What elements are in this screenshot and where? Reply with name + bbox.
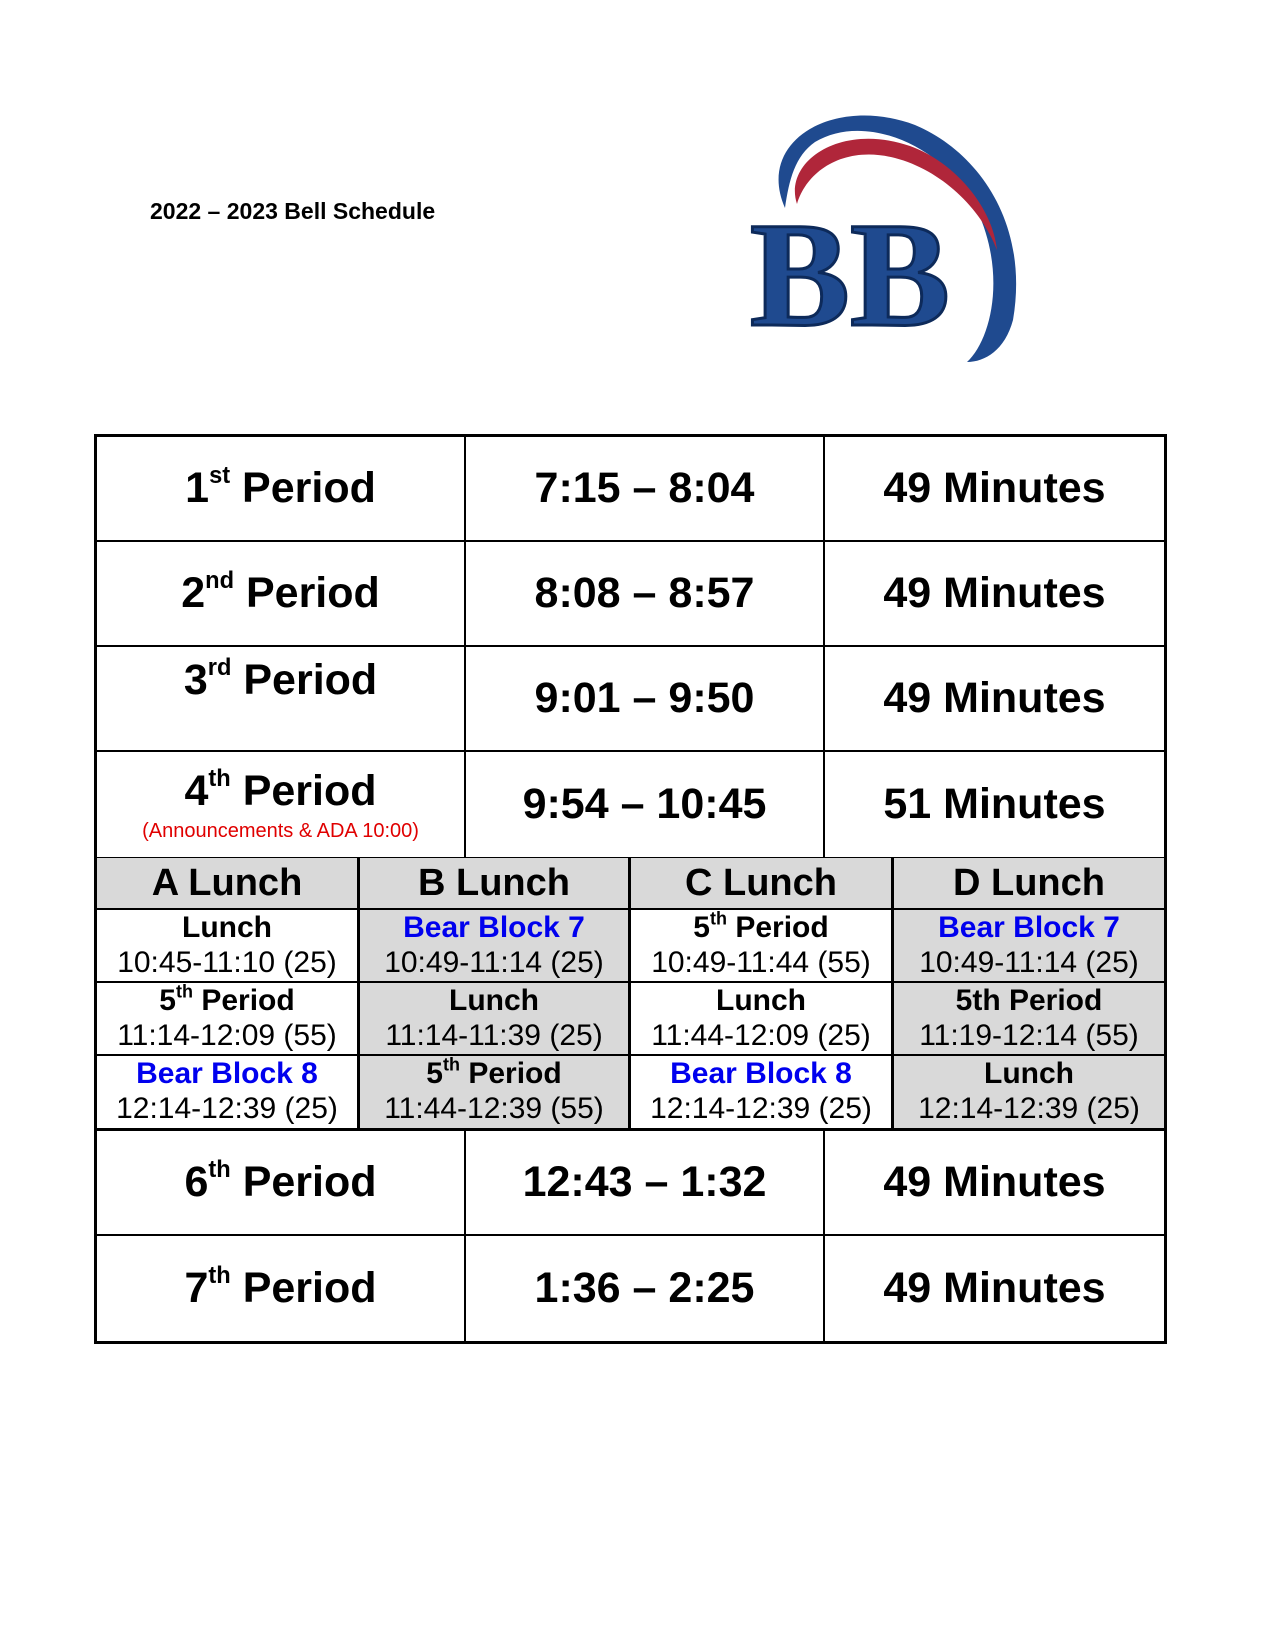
period-minutes: 49 Minutes bbox=[883, 464, 1106, 512]
lunch-slot: Bear Block 8 12:14-12:39 (25) bbox=[116, 1057, 338, 1125]
lunch-column-b bbox=[360, 858, 631, 1128]
period-row bbox=[97, 752, 1164, 857]
period-time: 9:01 – 9:50 bbox=[466, 647, 825, 750]
lunch-slot: Lunch 10:45-11:10 (25) bbox=[97, 910, 357, 983]
period-name: 4th Period (Announcements & ADA 10:00) bbox=[97, 752, 466, 857]
period-row bbox=[97, 1236, 1164, 1341]
logo-letters: BB bbox=[749, 192, 951, 358]
lunch-header: B Lunch bbox=[360, 858, 628, 910]
period-name: 2nd Period bbox=[97, 542, 466, 645]
period-minutes: 49 Minutes bbox=[883, 674, 1106, 722]
period-time: 8:08 – 8:57 bbox=[466, 542, 825, 645]
lunch-slot: 5th Period 11:19-12:14 (55) bbox=[894, 983, 1164, 1056]
lunch-slot: Lunch 11:44-12:09 (25) bbox=[631, 983, 891, 1056]
lunch-column-c bbox=[631, 858, 894, 1128]
period-row bbox=[97, 437, 1164, 542]
period-minutes: 49 Minutes bbox=[883, 569, 1106, 617]
period-minutes: 51 Minutes bbox=[883, 780, 1106, 828]
lunch-slot: Lunch 12:14-12:39 (25) bbox=[894, 1056, 1164, 1128]
period-time: 12:43 – 1:32 bbox=[466, 1131, 825, 1234]
period-time: 7:15 – 8:04 bbox=[466, 437, 825, 540]
period-row bbox=[97, 647, 1164, 752]
period-name: 7th Period bbox=[97, 1236, 466, 1341]
page-title: 2022 – 2023 Bell Schedule bbox=[150, 198, 436, 224]
lunch-column-a bbox=[97, 858, 360, 1128]
lunch-column-d bbox=[894, 858, 1164, 1128]
lunch-slot: 5th Period 10:49-11:44 (55) bbox=[631, 910, 891, 983]
lunch-slot: Bear Block 7 10:49-11:14 (25) bbox=[360, 910, 628, 983]
lunch-slot: Lunch 11:14-11:39 (25) bbox=[360, 983, 628, 1056]
announcement-note: (Announcements & ADA 10:00) bbox=[142, 819, 419, 842]
period-row bbox=[97, 542, 1164, 647]
period-minutes: 49 Minutes bbox=[883, 1158, 1106, 1206]
lunch-header: C Lunch bbox=[631, 858, 891, 910]
lunch-slot: Bear Block 8 12:14-12:39 (25) bbox=[650, 1057, 872, 1125]
lunch-slot: 5th Period 11:14-12:09 (55) bbox=[97, 983, 357, 1056]
period-time: 1:36 – 2:25 bbox=[466, 1236, 825, 1341]
lunch-slot: Bear Block 7 10:49-11:14 (25) bbox=[894, 910, 1164, 983]
period-row bbox=[97, 1131, 1164, 1236]
period-time: 9:54 – 10:45 bbox=[466, 752, 825, 857]
period-name: 1st Period bbox=[97, 437, 466, 540]
bell-schedule-table bbox=[94, 434, 1167, 1344]
lunch-header: A Lunch bbox=[97, 858, 357, 910]
bb-logo bbox=[745, 100, 1045, 380]
lunch-header: D Lunch bbox=[894, 858, 1164, 910]
period-name: 6th Period bbox=[97, 1131, 466, 1234]
period-name: 3rd Period bbox=[97, 647, 466, 750]
period-minutes: 49 Minutes bbox=[883, 1264, 1106, 1312]
lunch-grid bbox=[97, 857, 1164, 1131]
lunch-slot: 5th Period 11:44-12:39 (55) bbox=[360, 1056, 628, 1128]
